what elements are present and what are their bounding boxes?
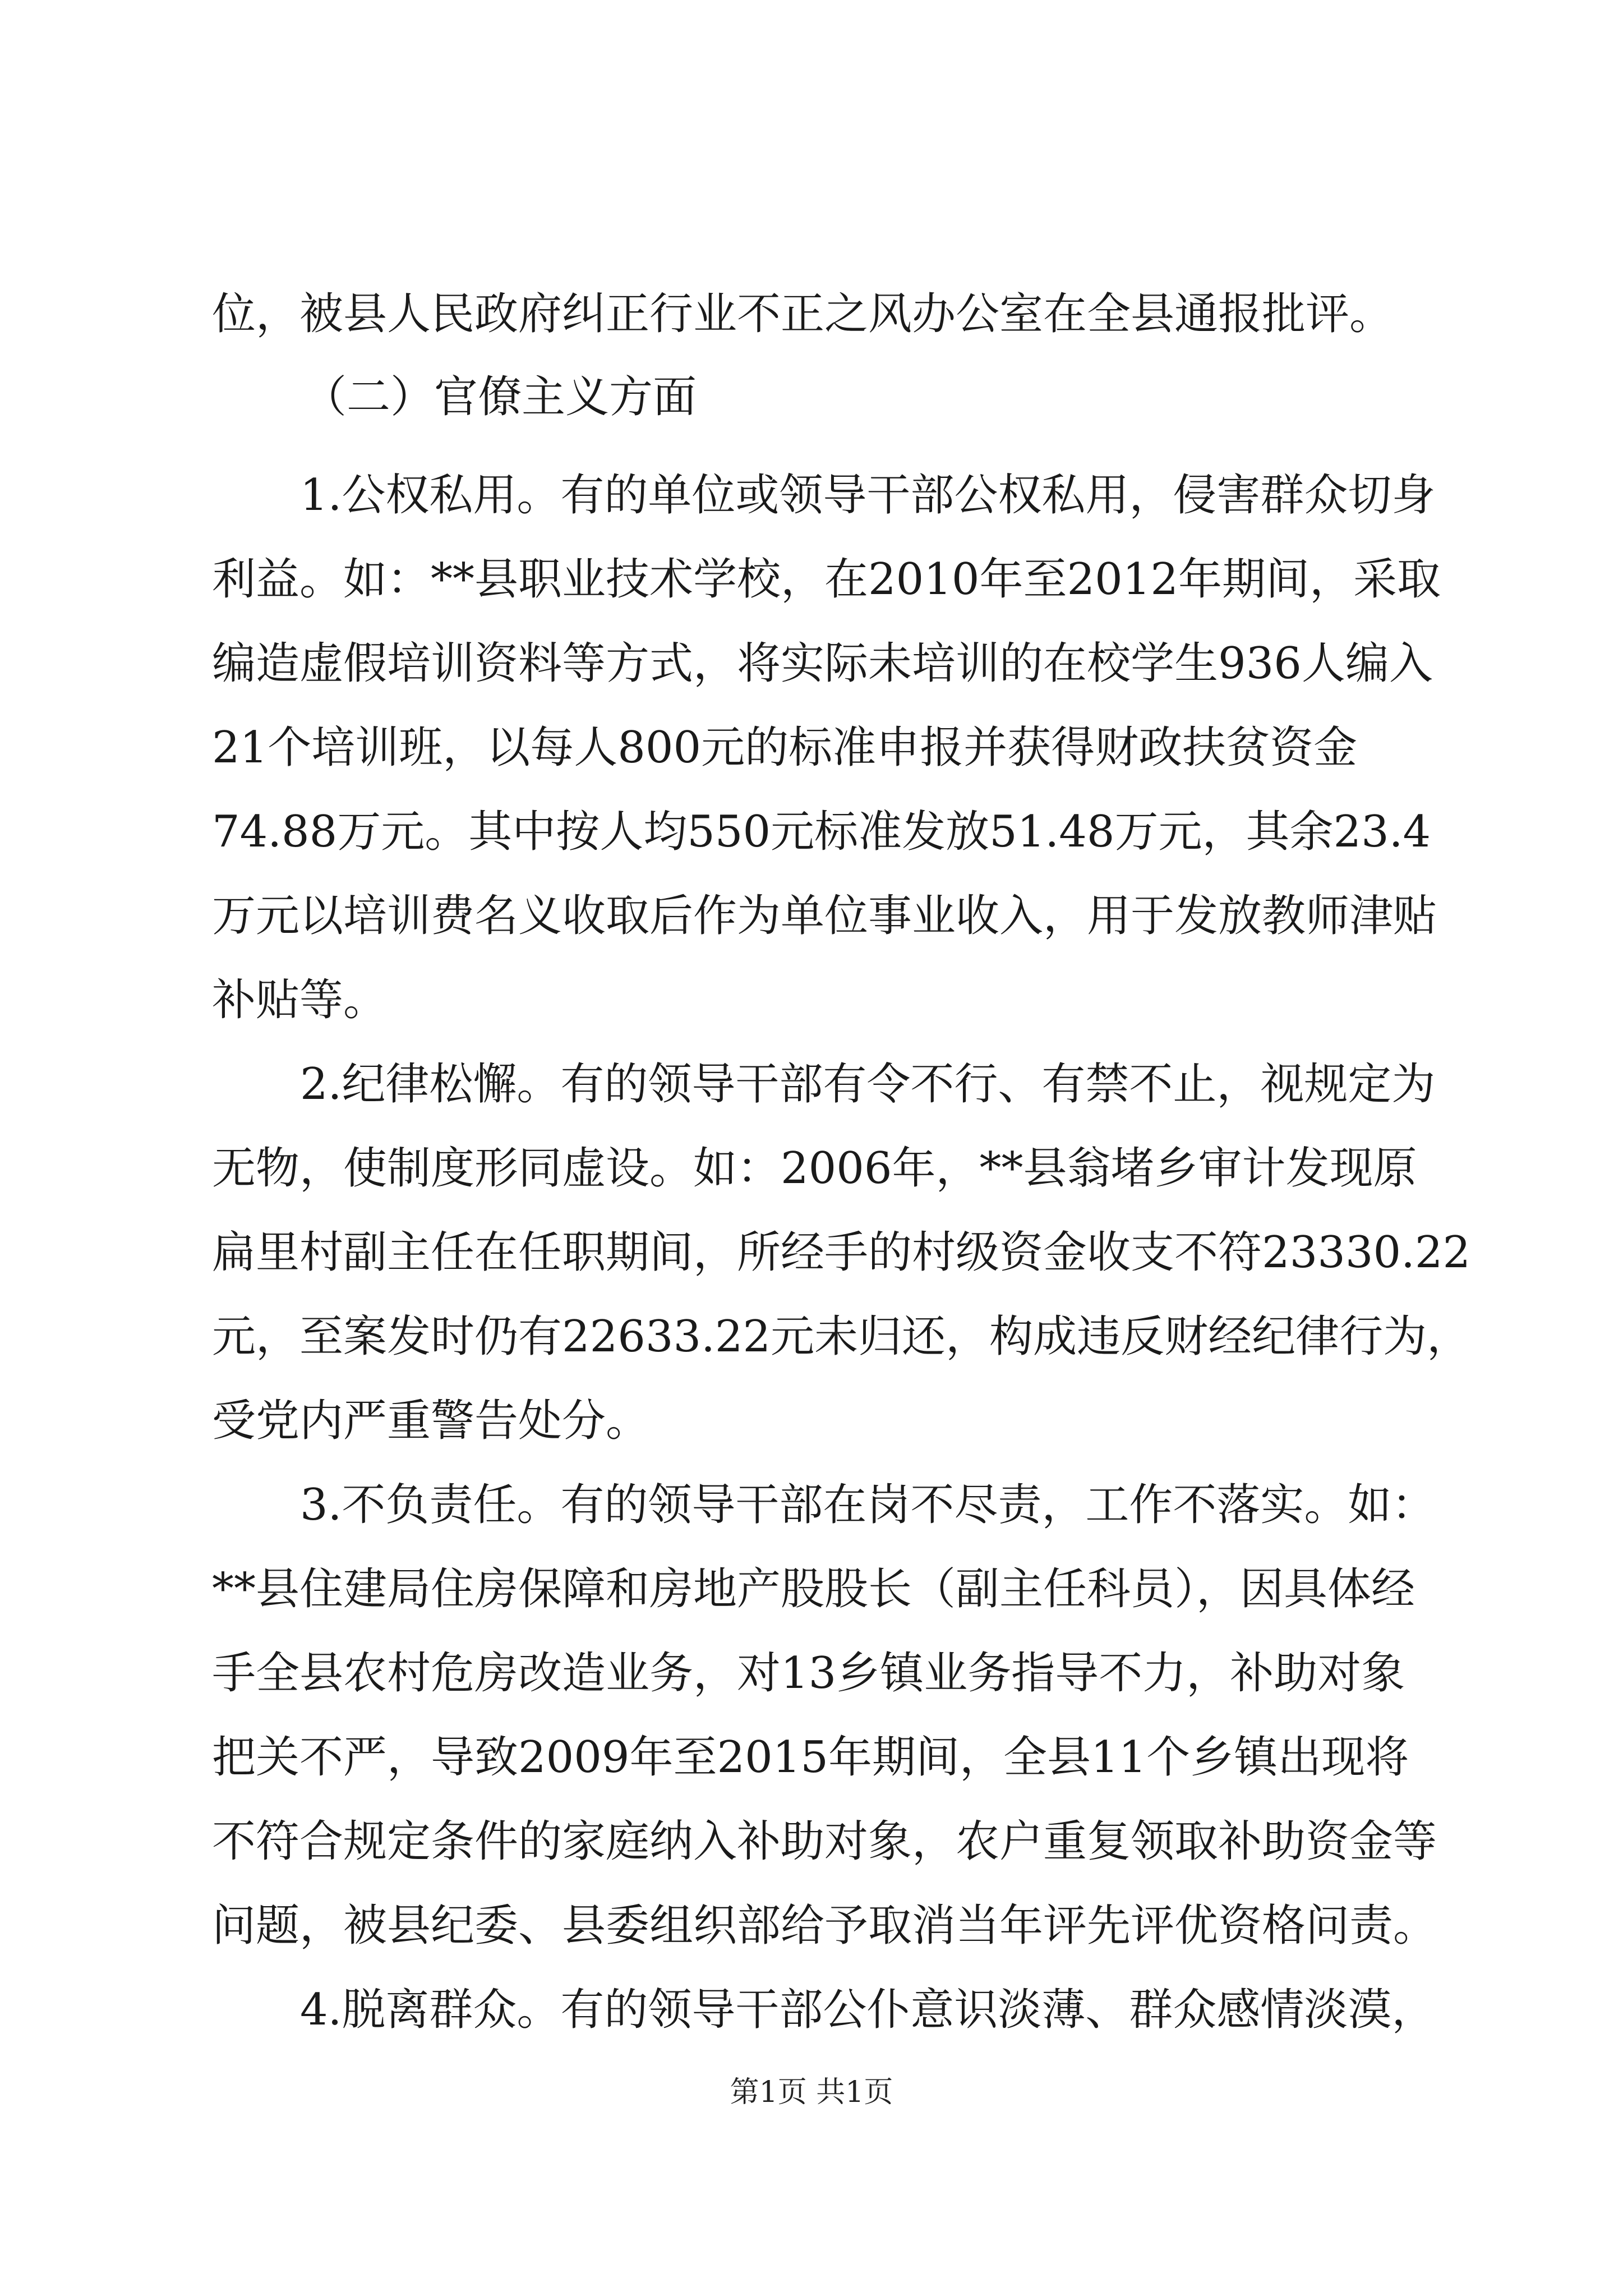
text-line: 编造虚假培训资料等方式，将实际未培训的在校学生936人编入 [212, 638, 1433, 689]
text-line: 21个培训班，以每人800元的标准申报并获得财政扶贫资金 [212, 723, 1358, 773]
text-line: 手全县农村危房改造业务，对13乡镇业务指导不力，补助对象 [212, 1648, 1405, 1699]
text-line: 无物，使制度形同虚设。如：2006年，**县翁堵乡审计发现原 [212, 1143, 1417, 1194]
text-line: 元，至案发时仍有22633.22元未归还，构成违反财经纪律行为， [212, 1312, 1471, 1362]
text-line: 不符合规定条件的家庭纳入补助对象，农户重复领取补助资金等 [212, 1816, 1437, 1867]
text-line: 问题，被县纪委、县委组织部给予取消当年评先评优资格问责。 [212, 1901, 1437, 1951]
text-line: 3.不负责任。有的领导干部在岗不尽责，工作不落实。如： [300, 1480, 1436, 1530]
text-line: 位，被县人民政府纠正行业不正之风办公室在全县通报批评。 [212, 289, 1394, 339]
text-line: 扁里村副主任在任职期间，所经手的村级资金收支不符23330.22 [212, 1227, 1471, 1278]
text-line: 利益。如：**县职业技术学校，在2010年至2012年期间，采取 [212, 554, 1441, 605]
text-line: 补贴等。 [212, 975, 388, 1025]
section-heading: （二）官僚主义方面 [303, 372, 697, 422]
text-line: 4.脱离群众。有的领导干部公仆意识淡薄、群众感情淡漠， [300, 1985, 1436, 2035]
page-footer: 第1页 共1页 [730, 2076, 893, 2109]
text-line: **县住建局住房保障和房地产股股长（副主任科员），因具体经 [212, 1564, 1415, 1614]
text-line: 2.纪律松懈。有的领导干部有令不行、有禁不止，视规定为 [300, 1059, 1436, 1110]
text-line: 把关不严，导致2009年至2015年期间，全县11个乡镇出现将 [212, 1732, 1409, 1783]
text-line: 受党内严重警告处分。 [212, 1396, 650, 1446]
text-line: 74.88万元。其中按人均550元标准发放51.48万元，其余23.4 [212, 807, 1431, 857]
text-line: 1.公权私用。有的单位或领导干部公权私用，侵害群众切身 [300, 470, 1436, 521]
text-line: 万元以培训费名义收取后作为单位事业收入，用于发放教师津贴 [212, 891, 1437, 941]
